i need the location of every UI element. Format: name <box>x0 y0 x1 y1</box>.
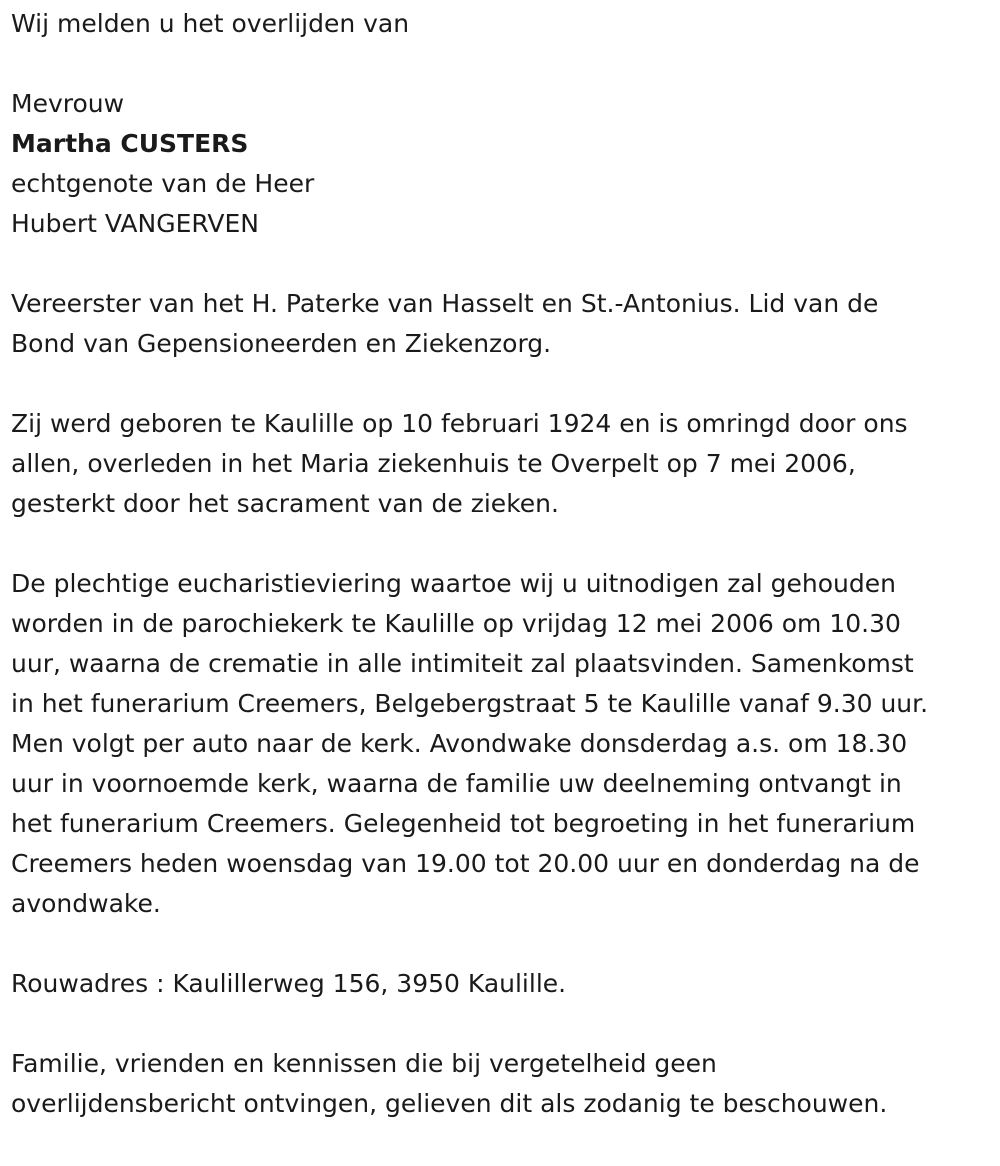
spacer <box>11 924 996 964</box>
text-line: De plechtige eucharistieviering waartoe wij u uitnodigen zal gehouden <box>11 569 896 598</box>
life-paragraph <box>11 404 996 524</box>
text-line: gesterkt door het sacrament van de zieken. <box>11 489 559 518</box>
text-line: overlijdensbericht ontvingen, gelieven dit als zodanig te beschouwen. <box>11 1089 888 1118</box>
text-line: het funerarium Creemers. Gelegenheid tot begroeting in het funerarium <box>11 809 916 838</box>
memberships-paragraph <box>11 284 996 364</box>
text-line: Vereerster van het H. Paterke van Hasselt en St.-Antonius. Lid van de <box>11 289 879 318</box>
spacer <box>11 44 996 84</box>
closing-paragraph <box>11 1044 996 1124</box>
intro-line: Wij melden u het overlijden van <box>11 9 410 38</box>
spacer <box>11 1004 996 1044</box>
text-line: Familie, vrienden en kennissen die bij vergetelheid geen <box>11 1049 717 1078</box>
mourning-address: Rouwadres : Kaulillerweg 156, 3950 Kaulille. <box>11 969 567 998</box>
spacer <box>11 364 996 404</box>
obituary-notice <box>11 4 996 1124</box>
text-line: avondwake. <box>11 889 161 918</box>
spouse-label: echtgenote van de Heer <box>11 169 315 198</box>
ceremony-paragraph <box>11 564 996 924</box>
text-line: uur in voornoemde kerk, waarna de familie uw deelneming ontvangt in <box>11 769 902 798</box>
text-line: Bond van Gepensioneerden en Ziekenzorg. <box>11 329 552 358</box>
salutation: Mevrouw <box>11 89 125 118</box>
deceased-name: Martha CUSTERS <box>11 129 249 158</box>
text-line: Creemers heden woensdag van 19.00 tot 20.00 uur en donderdag na de <box>11 849 920 878</box>
text-line: allen, overleden in het Maria ziekenhuis te Overpelt op 7 mei 2006, <box>11 449 856 478</box>
text-line: in het funerarium Creemers, Belgebergstraat 5 te Kaulille vanaf 9.30 uur. <box>11 689 929 718</box>
text-line: Zij werd geboren te Kaulille op 10 februari 1924 en is omringd door ons <box>11 409 908 438</box>
text-line: uur, waarna de crematie in alle intimiteit zal plaatsvinden. Samenkomst <box>11 649 914 678</box>
deceased-block <box>11 84 996 244</box>
text-line: worden in de parochiekerk te Kaulille op vrijdag 12 mei 2006 om 10.30 <box>11 609 901 638</box>
spacer <box>11 524 996 564</box>
spouse-name: Hubert VANGERVEN <box>11 209 259 238</box>
text-line: Men volgt per auto naar de kerk. Avondwake donsderdag a.s. om 18.30 <box>11 729 908 758</box>
spacer <box>11 244 996 284</box>
